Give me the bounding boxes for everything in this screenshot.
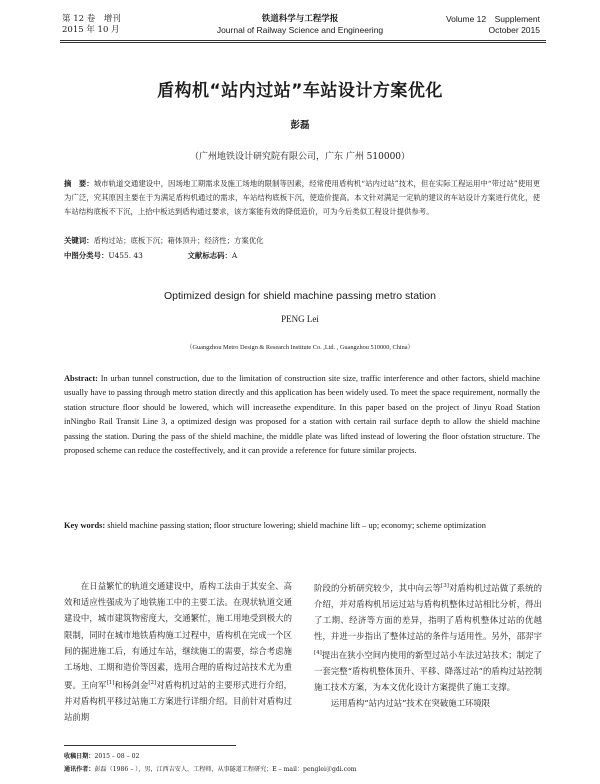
keywords-en [64, 519, 540, 533]
clc-label: 中图分类号： [64, 251, 109, 260]
volume-issue: 第 12 卷 增刊 [62, 14, 121, 24]
journal-name-en: Journal of Railway Science and Engineering [216, 25, 384, 35]
abstract-en-label: Abstract: [64, 374, 98, 383]
keywords-en-text: shield machine passing station; floor structure lowering; shield machine lift – up; economy; scheme optimization [107, 521, 486, 530]
abstract-en [64, 372, 540, 458]
citation-2: [2] [148, 680, 157, 687]
body-right-paragraph-1 [314, 578, 542, 695]
body-column-left [64, 578, 292, 726]
keywords-cn-text: 盾构过站；底板下沉；箱体顶升；经济性；方案优化 [93, 236, 264, 245]
keywords-en-label: Key words: [64, 521, 106, 530]
paper-title-cn: 盾构机“站内过站”车站设计方案优化 [157, 81, 443, 101]
abstract-cn-text: 城市轨道交通建设中，因场地工期需求及施工场地的限制等因素，经常使用盾构机“站内过站”技术，但在实际工程运用中“带过站”使用更为广泛，究其原因主要在于为满足盾构机通过的需求，车站结构底板下沉，使造价提高。本文针对满足一定轨的建议的车站设计方案进行优化，使车站结构底板不下沉，上拾中板达到盾构通过要求，该方案能有效的降低造价，可为今后类似工程设计提供参考。 [64, 179, 540, 216]
body-column-right [314, 578, 542, 711]
clc-value: U455. 43 [108, 251, 143, 260]
citation-3: [3] [441, 583, 449, 589]
received-date: 2015 – 08 – 02 [94, 753, 140, 760]
abstract-cn [64, 177, 540, 219]
body-left-tail: 对盾构机过站的主要形式进行介绍，并对盾构机平移过站施工方案进行详细介绍。目前针对盾构过站前期 [64, 680, 293, 723]
abstract-en-text: In urban tunnel construction, due to the limitation of construction site size, traffic interference and other factors, shield machine usually have to passing through metro station directly and this application has been widely used. To meet the space requirement, normally the station structure floor should be lowered, which will increasethe expenditure. In this paper based on the project of Jinyu Road Station inNingbo Rail Transit Line 3, a optimized design was proposed for a station with certain rail surface depth to allow the shield machine passing the station. During the pass of the shield machine, the middle plate was lifted instead of lowering the floor ofstation structure. The proposed scheme can reduce the costeffectively, and it can provide a reference for future similar projects. [64, 374, 540, 456]
abstract-cn-label: 摘 要： [64, 179, 94, 188]
affiliation-cn: （广州地铁设计研究院有限公司，广东 广州 510000） [189, 152, 411, 162]
header-rule [60, 40, 546, 41]
body-right-paragraph-2: 运用盾构“站内过站”技术在突破施工环境限 [330, 698, 491, 709]
body-left-mid: 和杨剑金 [114, 680, 149, 691]
citation-4: [4] [314, 649, 322, 656]
header-rule-double [60, 42, 546, 43]
journal-name-cn: 铁道科学与工程学报 [261, 14, 339, 24]
body-right-text-c: 提出在狭小空间内使用的新型过站小车法过站技术；制定了一套完整“盾构机整体顶升、平移、降落过站”的盾构过站控制施工技术方案，为本文优化设计方案提供了施工支撑。 [314, 649, 542, 692]
keywords-cn-label: 关键词： [64, 236, 94, 245]
affiliation-en: （Guangzhou Metro Design & Research Institute Co. ,Ltd. , Guangzhou 510000, China） [186, 344, 414, 351]
classification-line [64, 250, 540, 262]
author-en: PENG Lei [281, 314, 319, 324]
doc-code-value: A [231, 251, 238, 260]
publication-date-en: October 2015 [488, 25, 540, 35]
footnote-rule [64, 745, 236, 746]
keywords-cn [64, 235, 540, 247]
publication-date: 2015 年 10 月 [62, 25, 120, 35]
footnote-received [64, 752, 544, 762]
author-cn: 彭磊 [290, 120, 310, 131]
paper-title-en: Optimized design for shield machine passing metro station [164, 290, 436, 302]
body-right-text-b: 对盾构机过站做了系统的介绍，并对盾构机吊运过站与盾构机整体过站相比分析，得出了工期、经济等方面的差异，指明了盾构机整体过站的优越性，并进一步指出了整体过站的条件与适用性。另外，邵羿宇 [314, 582, 543, 642]
journal-volume-info-en [446, 14, 540, 36]
body-left-text: 在日益繁忙的轨道交通建设中，盾构工法由于其安全、高效和适应性强成为了地铁施工中的主要工法。在现状轨道交通建设中，城市建筑物密度大，交通繁忙，施工用地受到极大的限制，同时在城市地铁盾构施工过程中，盾构机在完成一个区间的掘进施工后，有通过车站，继续施工的需要，综合考虑施工场地、工期和造价等因素，选用合理的盾构过站技术尤为重要。王向军 [64, 581, 292, 691]
citation-1: [1] [106, 680, 115, 687]
footnote-author [64, 765, 544, 775]
corresponding-author-label: 通讯作者： [64, 766, 95, 773]
volume-supplement-en: Volume 12 Supplement [445, 14, 540, 24]
doc-code-label: 文献标志码： [187, 251, 232, 260]
body-right-text-a: 阶段的分析研究较少，其中向云等 [314, 582, 442, 593]
received-label: 收稿日期： [64, 753, 95, 760]
corresponding-author-info: 彭磊（1986 – ），男，江西吉安人，工程师，从事隧道工程研究；E – mail：penglei＠gdi.com [94, 766, 357, 773]
